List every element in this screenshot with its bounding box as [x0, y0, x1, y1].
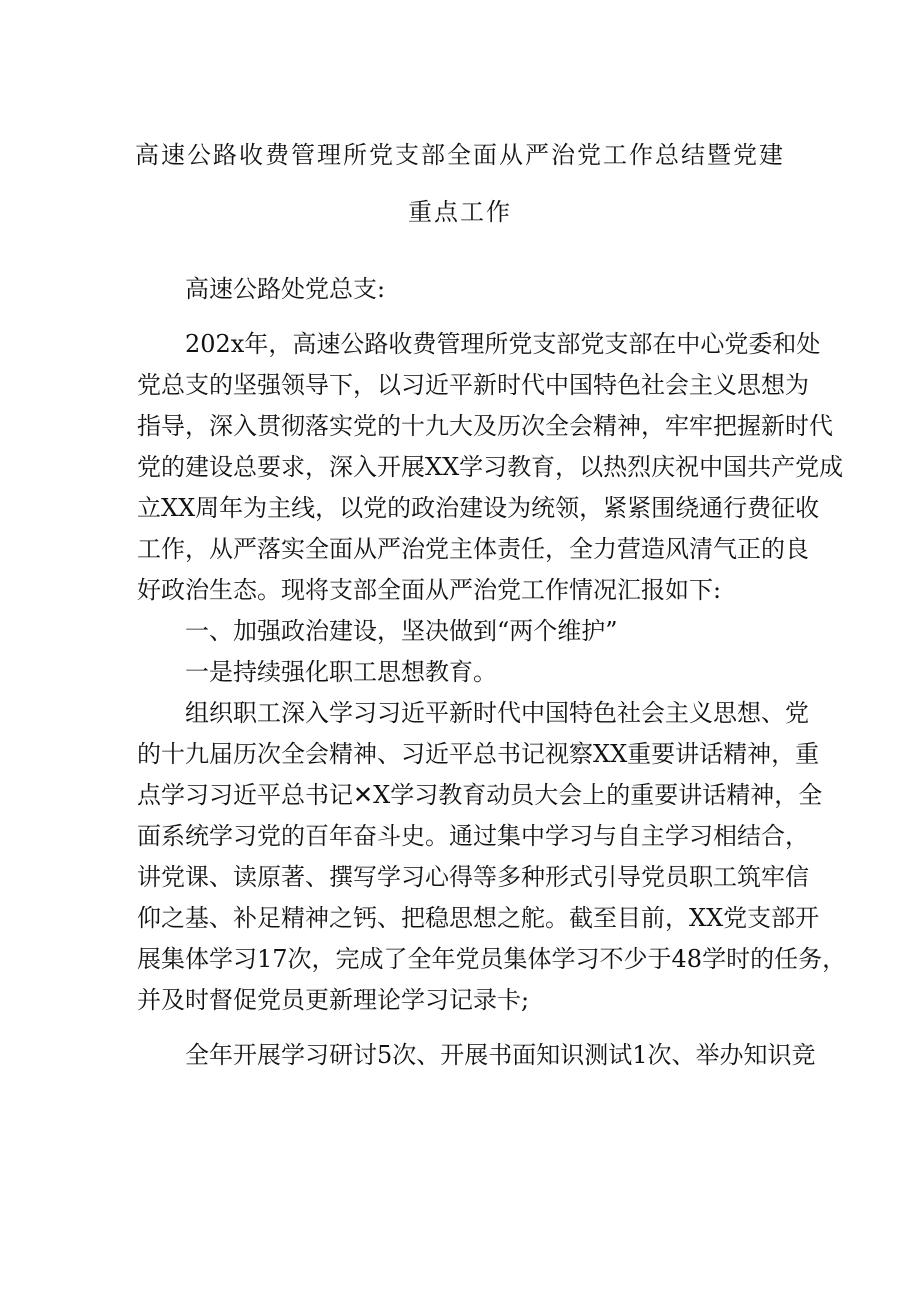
paragraph-3-line: 全年开展学习研讨5次、开展书面知识测试1次、举办知识竞	[185, 1041, 816, 1069]
document-body	[137, 269, 847, 1076]
paragraph-2-line: 仰之基、补足精神之钙、把稳思想之舵。截至目前，XX党支部开	[137, 904, 820, 932]
sub-heading-1: 一是持续强化职工思想教育。	[185, 658, 497, 686]
document-title-line-2: 重点工作	[408, 198, 512, 226]
document-title-line-1: 高速公路收费管理所党支部全面从严治党工作总结暨党建	[135, 141, 785, 169]
paragraph-2-line: 并及时督促党员更新理论学习记录卡;	[137, 986, 530, 1014]
paragraph-1-line: 党的建设总要求，深入开展XX学习教育，以热烈庆祝中国共产党成	[137, 453, 844, 481]
paragraph-1-line: 指导，深入贯彻落实党的十九大及历次全会精神，牢牢把握新时代	[137, 412, 833, 440]
paragraph-2-line: 展集体学习17次，完成了全年党员集体学习不少于48学时的任务，	[137, 945, 847, 973]
paragraph-1-line: 202x年，高速公路收费管理所党支部党支部在中心党委和处	[185, 330, 821, 358]
section-heading-1: 一、加强政治建设，坚决做到“两个维护”	[185, 617, 618, 645]
paragraph-2-line: 的十九届历次全会精神、习近平总书记视察XX重要讲话精神，重	[137, 740, 820, 768]
paragraph-1-line: 好政治生态。现将支部全面从严治党工作情况汇报如下:	[137, 576, 722, 604]
paragraph-2-line: 组织职工深入学习习近平新时代中国特色社会主义思想、党	[185, 699, 809, 727]
paragraph-1-line: 工作，从严落实全面从严治党主体责任，全力营造风清气正的良	[137, 535, 809, 563]
paragraph-1-line: 党总支的坚强领导下，以习近平新时代中国特色社会主义思想为	[137, 371, 809, 399]
paragraph-2-line: 面系统学习党的百年奋斗史。通过集中学习与自主学习相结合，	[137, 822, 809, 850]
paragraph-2-line: 点学习习近平总书记✕X学习教育动员大会上的重要讲话精神，全	[137, 781, 823, 809]
salutation: 高速公路处党总支:	[185, 275, 386, 303]
paragraph-1-line: 立XX周年为主线，以党的政治建设为统领，紧紧围绕通行费征收	[137, 494, 820, 522]
paragraph-2-line: 讲党课、读原著、撰写学习心得等多种形式引导党员职工筑牢信	[137, 863, 809, 891]
